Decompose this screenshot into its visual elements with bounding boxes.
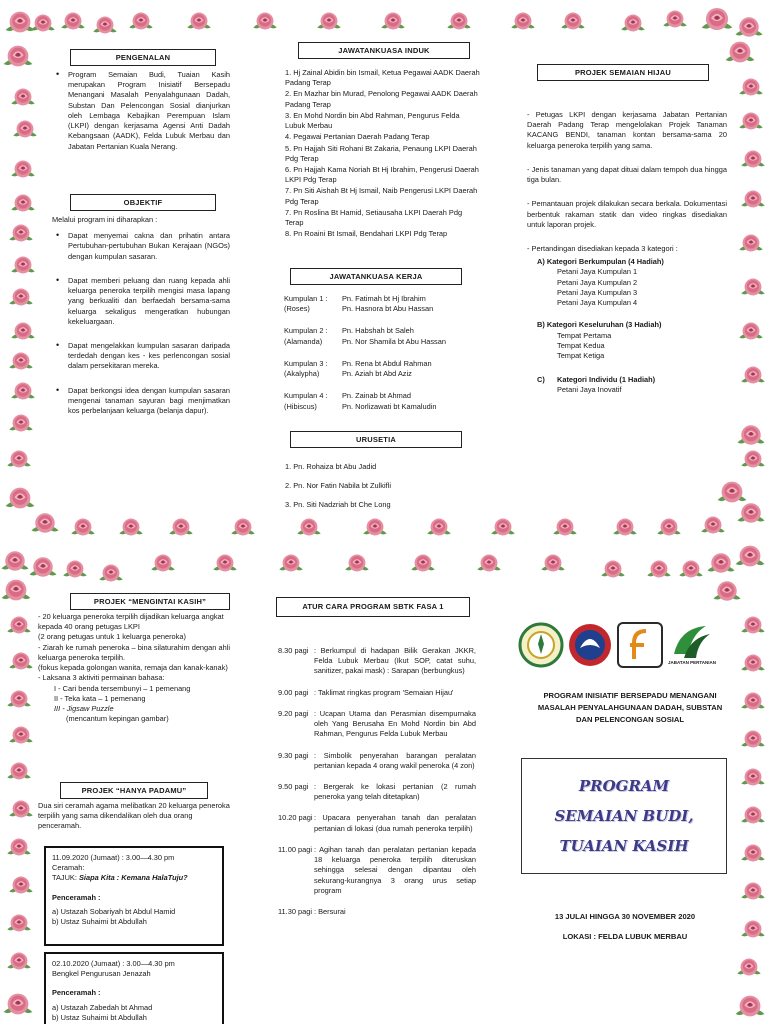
rose-icon [380, 8, 406, 34]
jabatan-pertanian-logo-icon [666, 620, 716, 670]
kategori-a-item: Petani Jaya Kumpulan 1 [557, 267, 638, 277]
rose-icon [12, 116, 38, 142]
penceramah-label: Penceramah : [52, 892, 101, 902]
lkpi-logo-icon [518, 622, 564, 668]
rose-icon [740, 688, 766, 714]
rose-icon [362, 514, 388, 540]
rose-icon [724, 36, 756, 68]
rose-icon [740, 916, 766, 942]
rose-icon [410, 550, 436, 576]
rose-icon [296, 514, 322, 540]
jawatankuasa-kerja-list [284, 294, 484, 412]
kumpulan-name: (Akalypha) [284, 369, 320, 379]
rose-icon [740, 446, 766, 472]
aadk-logo-icon [567, 622, 613, 668]
mengintai-kasih-heading: PROJEK “MENGINTAI KASIH” [70, 593, 230, 610]
jawatankuasa-induk-heading: JAWATANKUASA INDUK [298, 42, 470, 59]
ceramah-box-1 [44, 846, 224, 946]
rose-icon [736, 498, 766, 528]
cover-title-line: PROGRAM [578, 777, 670, 795]
penceramah-label: Penceramah : [52, 988, 101, 998]
schedule-time: 9.00 pagi [278, 687, 309, 697]
rose-icon [678, 556, 704, 582]
kumpulan-label: Kumpulan 3 : [284, 358, 328, 368]
schedule-row [278, 782, 476, 802]
kumpulan-group [284, 326, 484, 346]
urusetia-list [285, 462, 475, 511]
schedule-text: : Berkumpul di hadapan Bilik Gerakan JKKR, Felda Lubuk Merbau (Ikut SOP, catat suhu, sanitizer, pakai mask) : Sarapan (berbungkus) [314, 646, 476, 676]
game-item: I - Cari benda tersembunyi – 1 pemenang [54, 683, 191, 693]
schedule-time: 9.30 pagi [278, 750, 309, 760]
kumpulan-label: Kumpulan 2 : [284, 326, 328, 336]
schedule-text: : Agihan tanah dan peralatan pertanian kepada 18 keluarga peneroka terpilih diteruskan sehingga selesai dengan dipantau oleh sekurang-kurangnya 3 orang urus setiap program [314, 844, 476, 895]
kategori-b-list [527, 331, 727, 362]
kategori-a-item: Petani Jaya Kumpulan 2 [557, 277, 638, 287]
rose-icon [740, 878, 766, 904]
urusetia-item: 2. Pn. Nor Fatin Nabila bt Zulkifli [285, 481, 391, 491]
rose-icon [510, 8, 536, 34]
jabatan-pertanian-label: JABATAN PERTANIAN [668, 660, 716, 665]
projek-semaian-hijau-section [527, 110, 727, 396]
rose-icon [738, 74, 764, 100]
mengintai-kasih-line: - Ziarah ke rumah peneroka – bina silaturahim dengan ahli keluarga peneroka terpilih. [38, 642, 230, 662]
rose-icon [734, 990, 766, 1022]
mengintai-kasih-line: (2 orang petugas untuk 1 keluarga peneroka) [38, 632, 186, 642]
ceramah-date: 11.09.2020 (Jumaat) : 3.00—4.30 pm [52, 853, 175, 862]
rose-icon [6, 758, 32, 784]
rose-icon [10, 252, 36, 278]
rose-icon [70, 514, 96, 540]
hanya-padamu-intro: Dua siri ceramah agama melibatkan 20 keluarga peneroka terpilih yang sama dikendalikan oleh dua orang penceramah. [38, 801, 230, 831]
kategori-a-label: A) Kategori Berkumpulan (4 Hadiah) [537, 257, 664, 267]
kumpulan-member: Pn. Aziah bt Abd Aziz [342, 369, 412, 379]
rose-icon [30, 508, 60, 538]
objektif-item: • Dapat mengelakkan kumpulan sasaran daripada terdedah dengan kes - kes perlencongan sosial dalam persekitaran mereka. [52, 341, 230, 372]
schedule-time: 11.30 pagi [278, 906, 312, 916]
rose-icon [10, 378, 36, 404]
kumpulan-member: Pn. Habshah bt Saleh [342, 326, 414, 336]
pengenalan-heading: PENGENALAN [70, 49, 216, 66]
schedule-text: : Bersurai [314, 906, 346, 916]
ceramah-date: 02.10.2020 (Jumaat) : 3.00—4.30 pm [52, 959, 175, 968]
rose-icon [446, 8, 472, 34]
jawatankuasa-induk-item: 4. Pegawai Pertanian Daerah Padang Terap [285, 132, 430, 142]
jawatankuasa-induk-item: 3. En Mohd Nordin bin Abd Rahman, Pengurus Felda Lubuk Merbau [285, 110, 460, 131]
kategori-a-item: Petani Jaya Kumpulan 3 [557, 287, 638, 297]
rose-icon [212, 550, 238, 576]
semaian-hijau-para: - Pertandingan disediakan kepada 3 kategori : [527, 243, 678, 253]
schedule-time: 10.20 pagi [278, 813, 313, 823]
objektif-heading: OBJEKTIF [70, 194, 216, 211]
schedule-row [278, 813, 476, 833]
ceramah-type: Bengkel Pengurusan Jenazah [52, 969, 151, 979]
rose-icon [186, 8, 212, 34]
rose-icon [740, 146, 766, 172]
objektif-item: • Dapat berkongsi idea dengan kumpulan sasaran mengenai tanaman sayuran bagi menjimatkan kos perbelanjaan keluarga (belanja dapur). [52, 386, 230, 417]
pengenalan-section [52, 70, 230, 162]
rose-icon [128, 8, 154, 34]
rose-icon [8, 872, 34, 898]
rose-icon [552, 514, 578, 540]
rose-icon [6, 910, 32, 936]
kumpulan-member: Pn. Hasnora bt Abu Hassan [342, 304, 434, 314]
rose-icon [740, 612, 766, 638]
rose-icon [620, 10, 646, 36]
mengintai-kasih-line: - Laksana 3 aktiviti permainan bahasa: [38, 673, 165, 683]
rose-icon [8, 796, 34, 822]
schedule-text: : Simbolik penyerahan barangan peralatan pertanian kepada 4 orang wakil peneroka (4 zon) [314, 750, 476, 770]
rose-icon [740, 764, 766, 790]
ceramah-box-2 [44, 952, 224, 1024]
kategori-a-item: Petani Jaya Kumpulan 4 [557, 298, 638, 308]
rose-icon [712, 576, 742, 606]
mengintai-kasih-line: - 20 keluarga peneroka terpilih dijadikan keluarga angkat kepada 40 orang petugas LKPI [38, 612, 224, 632]
schedule-text: : Taklimat ringkas program 'Semaian Hijau' [314, 687, 454, 697]
hanya-padamu-heading: PROJEK “HANYA PADAMU” [60, 782, 208, 799]
rose-icon [8, 284, 34, 310]
kategori-b-item: Tempat Kedua [557, 340, 605, 350]
kumpulan-name: (Roses) [284, 304, 310, 314]
kumpulan-member: Pn. Rena bt Abdul Rahman [342, 358, 432, 368]
rose-icon [10, 156, 36, 182]
urusetia-heading: URUSETIA [290, 431, 462, 448]
rose-icon [168, 514, 194, 540]
rose-icon [2, 40, 34, 72]
rose-icon [0, 546, 30, 576]
rose-icon [6, 612, 32, 638]
rose-icon [316, 8, 342, 34]
rose-icon [656, 514, 682, 540]
schedule-row [278, 907, 476, 917]
objektif-item: • Dapat menyemai cakna dan prihatin antara Pertubuhan-pertubuhan Bukan Kerajaan (NGOs) dengan kumpulan sasaran. [52, 231, 230, 262]
cover-title-line: SEMAIAN BUDI, [554, 807, 694, 825]
rose-icon [6, 446, 32, 472]
kumpulan-name: (Alamanda) [284, 336, 323, 346]
semaian-hijau-para: - Jenis tanaman yang dapat dituai dalam tempoh dua hingga tiga bulan. [527, 164, 727, 185]
kumpulan-label: Kumpulan 1 : [284, 294, 328, 303]
penceramah-name: b) Ustaz Suhaimi bt Abdullah [52, 917, 147, 927]
kategori-b-label: B) Kategori Keseluruhan (3 Hadiah) [537, 320, 662, 330]
kategori-b-item: Tempat Ketiga [557, 350, 605, 360]
rose-icon [28, 552, 58, 582]
projek-semaian-hijau-heading: PROJEK SEMAIAN HIJAU [537, 64, 709, 81]
rose-icon [738, 318, 764, 344]
rose-icon [540, 550, 566, 576]
kategori-a-list [527, 267, 727, 308]
cover-lokasi: LOKASI : FELDA LUBUK MERBAU [562, 932, 688, 941]
cover-subtitle: PROGRAM INISIATIF BERSEPADU MENANGANI MASALAH PENYALAHGUNAAN DADAH, SUBSTAN DAN PELENCONGAN SOSIAL [537, 691, 723, 724]
rose-icon [740, 362, 766, 388]
urusetia-item: 3. Pn. Siti Nadzriah bt Che Long [285, 500, 391, 510]
mengintai-kasih-line: (fokus kepada golongan wanita, remaja dan kanak-kanak) [38, 663, 228, 673]
rose-icon [706, 548, 736, 578]
penceramah-name: a) Ustazah Zabedah bt Ahmad [52, 1002, 153, 1012]
schedule-time: 8.30 pagi [278, 646, 309, 655]
rose-icon [10, 84, 36, 110]
rose-icon [60, 8, 86, 34]
rose-icon [62, 556, 88, 582]
objektif-item: • Dapat memberi peluang dan ruang kepada ahli keluarga peneroka terpilih mengisi masa lapang yang berkualiti dan berfaedah bersama-sama keluarga sekaligus mengeratkan hubungan kekeluargaan. [52, 276, 230, 327]
schedule-text: : Ucapan Utama dan Perasmian disempurnaka oleh Yang Berusaha En Mohd Nordin bin Abd Rahman, Pengurus Felda Lubuk Merbau [314, 708, 476, 739]
semaian-hijau-para: - Pemantauan projek dilakukan secara berkala. Dokumentasi berbentuk rakaman statik dan video ringkas disediakan untuk laporan projek. [527, 199, 727, 229]
rose-icon [6, 948, 32, 974]
objektif-section [52, 215, 230, 426]
rose-icon [98, 560, 124, 586]
ceramah-type: Ceramah: [52, 863, 85, 873]
rose-icon [740, 274, 766, 300]
rose-icon [344, 550, 370, 576]
game-item: II - Teka kata – 1 pemenang [54, 693, 146, 703]
rose-icon [700, 2, 734, 36]
tajuk-text: Siapa Kita : Kemana HalaTuju? [78, 873, 188, 883]
rose-icon [278, 550, 304, 576]
schedule-row [278, 845, 476, 896]
schedule-row [278, 646, 476, 677]
schedule-text: : Bergerak ke lokasi pertanian (2 rumah peneroka yang telah ditetapkan) [314, 781, 476, 802]
schedule-time: 11.00 pagi [278, 844, 312, 854]
schedule-time: 9.20 pagi [278, 708, 309, 718]
kumpulan-member: Pn. Norlizawati bt Kamaludin [342, 401, 437, 411]
rose-icon [8, 220, 34, 246]
rose-icon [560, 8, 586, 34]
kumpulan-member: Pn. Nor Shamila bt Abu Hassan [342, 336, 446, 346]
tajuk-label: TAJUK: [52, 873, 77, 883]
schedule-row [278, 688, 476, 698]
rose-icon [740, 186, 766, 212]
kategori-c-title: Kategori Individu (1 Hadiah) [557, 375, 656, 385]
rose-icon [426, 514, 452, 540]
rose-icon [662, 6, 688, 32]
schedule-row [278, 709, 476, 740]
cover-title-box [521, 758, 727, 874]
game-item-note: (mencantum kepingan gambar) [66, 714, 169, 724]
schedule-time: 9.50 pagi [278, 781, 309, 791]
rose-icon [30, 10, 56, 36]
kategori-b-item: Tempat Pertama [557, 330, 612, 340]
kumpulan-group [284, 391, 484, 411]
rose-icon [740, 650, 766, 676]
urusetia-item: 1. Pn. Rohaiza bt Abu Jadid [285, 462, 377, 471]
rose-icon [600, 556, 626, 582]
kumpulan-label: Kumpulan 4 : [284, 391, 328, 401]
atur-cara-schedule [278, 646, 476, 928]
rose-icon [8, 348, 34, 374]
semaian-hijau-para: - Petugas LKPI dengan kerjasama Jabatan Pertanian Daerah Padang Terap mengelolakan Projek Tanaman KACANG BENDI, tanaman kontan bersama-sama 20 keluarga peneroka terpilih yang sama. [527, 110, 727, 150]
rose-icon [10, 318, 36, 344]
felda-logo-icon [616, 621, 664, 669]
kategori-c-item: Petani Jaya Inovatif [557, 385, 622, 395]
objektif-intro: Melalui program ini diharapkan : [52, 215, 158, 224]
jawatankuasa-induk-item: 7. Pn Roslina Bt Hamid, Setiausaha LKPI Daerah Pdg Terap [285, 207, 463, 228]
jawatankuasa-kerja-heading: JAWATANKUASA KERJA [290, 268, 462, 285]
rose-icon [2, 988, 34, 1020]
rose-icon [6, 686, 32, 712]
rose-icon [476, 550, 502, 576]
kumpulan-name: (Hibiscus) [284, 401, 317, 411]
rose-icon [738, 108, 764, 134]
jawatankuasa-induk-list [285, 68, 481, 241]
rose-icon [738, 230, 764, 256]
kumpulan-member: Pn. Zainab bt Ahmad [342, 391, 412, 401]
rose-icon [740, 840, 766, 866]
rose-icon [230, 514, 256, 540]
game-item: III - Jigsaw Puzzle [54, 703, 114, 713]
rose-icon [118, 514, 144, 540]
cover-title-line: TUAIAN KASIH [559, 837, 689, 855]
rose-icon [0, 574, 32, 606]
pengenalan-text: • Program Semaian Budi, Tuaian Kasih merupakan Program Inisiatif Bersepadu Menangani Masalah Penyalahgunaan Dadah, Substan Dan Pelencongan Sosial dianjurkan oleh Lembaga Kebajikan Perempuan Islam (LKPI) dengan kerjasama Agensi Anti Dadah Kebangsaan (AADK), Felda Lubuk Merbau dan Jabatan Pertanian Kuala Nerang. [52, 70, 230, 152]
rose-icon [6, 834, 32, 860]
rose-icon [8, 722, 34, 748]
schedule-row [278, 751, 476, 771]
rose-icon [8, 648, 34, 674]
rose-icon [736, 954, 762, 980]
kumpulan-group [284, 359, 484, 379]
cover-date: 13 JULAI HINGGA 30 NOVEMBER 2020 [554, 912, 696, 921]
kategori-c-letter: C) [537, 375, 545, 385]
rose-icon [612, 514, 638, 540]
kumpulan-member: Pn. Fatimah bt Hj Ibrahim [342, 294, 426, 303]
rose-icon [252, 8, 278, 34]
rose-icon [10, 190, 36, 216]
kumpulan-group [284, 294, 484, 314]
rose-icon [740, 726, 766, 752]
rose-icon [734, 540, 766, 572]
penceramah-name: a) Ustazah Sobariyah bt Abdul Hamid [52, 906, 176, 916]
rose-icon [700, 512, 726, 538]
rose-icon [740, 802, 766, 828]
mengintai-kasih-section [38, 612, 230, 724]
penceramah-name: b) Ustaz Suhaimi bt Abdullah [52, 1012, 147, 1022]
jawatankuasa-induk-item: 6. Pn Hajjah Kama Noriah Bt Hj Ibrahim, Pengerusi Daerah LKPI Pdg Terap [285, 164, 479, 185]
rose-icon [92, 12, 118, 38]
atur-cara-heading: ATUR CARA PROGRAM SBTK FASA 1 [276, 597, 470, 617]
jawatankuasa-induk-item: 5. Pn Hajjah Siti Rohani Bt Zakaria, Penaung LKPI Daerah Pdg Terap [285, 143, 477, 163]
rose-icon [150, 550, 176, 576]
rose-icon [646, 556, 672, 582]
rose-icon [490, 514, 516, 540]
jawatankuasa-induk-item: 2. En Mazhar bin Murad, Penolong Pegawai AADK Daerah Padang Terap [285, 89, 478, 109]
kategori-c-label [527, 375, 727, 385]
schedule-text: : Upacara penyerahan tanah dan peralatan pertanian di lokasi (dua rumah peneroka terpilih) [314, 813, 476, 833]
jawatankuasa-induk-item: 7. Pn Siti Aishah Bt Hj Ismail, Naib Pengerusi LKPI Daerah Pdg Terap [285, 186, 478, 206]
jawatankuasa-induk-item: 8. Pn Roaini Bt Ismail, Bendahari LKPI Pdg Terap [285, 229, 448, 239]
rose-icon [8, 410, 34, 436]
jawatankuasa-induk-item: 1. Hj Zainal Abidin bin Ismail, Ketua Pegawai AADK Daerah Padang Terap [285, 68, 480, 88]
